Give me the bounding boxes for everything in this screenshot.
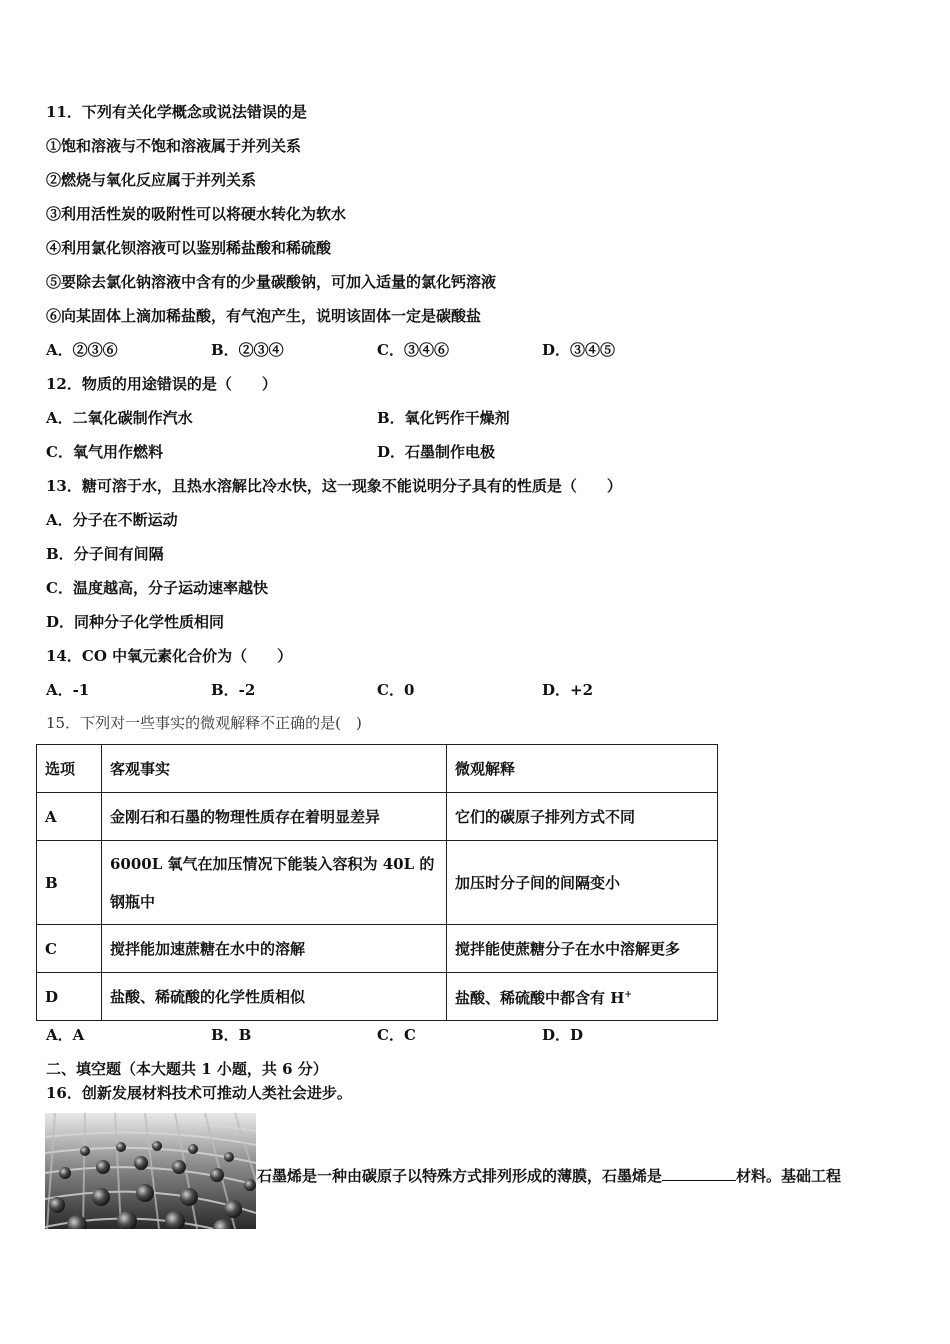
graphene-lattice-image bbox=[45, 1113, 256, 1229]
q12-option-b[interactable]: B．氧化钙作干燥剂 bbox=[377, 409, 510, 427]
row-fact: 金刚石和石墨的物理性质存在着明显差异 bbox=[102, 793, 447, 841]
q11-statement-2: ②燃烧与氧化反应属于并列关系 bbox=[46, 171, 257, 189]
hydrogen-ion-charge: + bbox=[624, 990, 632, 1000]
q11-stem: 11．下列有关化学概念或说法错误的是 bbox=[46, 103, 307, 121]
q12-stem: 12．物质的用途错误的是（ ） bbox=[46, 375, 277, 393]
q11-statement-1: ①饱和溶液与不饱和溶液属于并列关系 bbox=[46, 137, 302, 155]
q14-option-c[interactable]: C．0 bbox=[377, 681, 415, 699]
q16-graphene-text bbox=[257, 1166, 841, 1186]
q11-option-a[interactable]: A．②③⑥ bbox=[46, 341, 118, 359]
q15-option-b[interactable]: B．B bbox=[211, 1026, 252, 1044]
q11-option-d[interactable]: D．③④⑤ bbox=[542, 341, 616, 359]
q14-option-b[interactable]: B．-2 bbox=[211, 681, 256, 699]
row-option: C bbox=[37, 925, 102, 973]
row-fact: 6000L 氧气在加压情况下能装入容积为 40L 的钢瓶中 bbox=[102, 841, 447, 925]
header-explain: 微观解释 bbox=[447, 745, 718, 793]
q16-text-after: 材料。基础工程 bbox=[736, 1167, 842, 1185]
q14-option-a[interactable]: A．-1 bbox=[46, 681, 90, 699]
table-row bbox=[37, 973, 718, 1021]
row-explain bbox=[447, 973, 718, 1021]
q15-option-d[interactable]: D．D bbox=[542, 1026, 584, 1044]
row-fact: 搅拌能加速蔗糖在水中的溶解 bbox=[102, 925, 447, 973]
q11-option-b[interactable]: B．②③④ bbox=[211, 341, 284, 359]
q12-option-a[interactable]: A．二氧化碳制作汽水 bbox=[46, 409, 193, 427]
section-title-fill-blank: 二、填空题（本大题共 1 小题，共 6 分） bbox=[46, 1060, 328, 1078]
row-option: A bbox=[37, 793, 102, 841]
q16-text-before: 石墨烯是一种由碳原子以特殊方式排列形成的薄膜，石墨烯是 bbox=[257, 1167, 663, 1185]
q13-option-c[interactable]: C．温度越高，分子运动速率越快 bbox=[46, 579, 268, 597]
q16-stem: 16．创新发展材料技术可推动人类社会进步。 bbox=[46, 1084, 352, 1102]
row-explain-text: 盐酸、稀硫酸中都含有 H bbox=[455, 989, 625, 1007]
q14-stem: 14．CO 中氧元素化合价为（ ） bbox=[46, 647, 293, 665]
row-explain: 搅拌能使蔗糖分子在水中溶解更多 bbox=[447, 925, 718, 973]
table-row bbox=[37, 793, 718, 841]
q13-option-d[interactable]: D．同种分子化学性质相同 bbox=[46, 613, 225, 631]
q13-option-b[interactable]: B．分子间有间隔 bbox=[46, 545, 164, 563]
q15-stem: 15．下列对一些事实的微观解释不正确的是( ) bbox=[46, 714, 362, 732]
q15-option-c[interactable]: C．C bbox=[377, 1026, 416, 1044]
row-explain: 加压时分子间的间隔变小 bbox=[447, 841, 718, 925]
table-row bbox=[37, 925, 718, 973]
q15-table bbox=[36, 744, 718, 1021]
table-row bbox=[37, 841, 718, 925]
q12-option-d[interactable]: D．石墨制作电极 bbox=[377, 443, 496, 461]
table-header-row bbox=[37, 745, 718, 793]
q16-answer-blank[interactable] bbox=[662, 1166, 736, 1181]
q15-option-a[interactable]: A．A bbox=[46, 1026, 85, 1044]
row-fact: 盐酸、稀硫酸的化学性质相似 bbox=[102, 973, 447, 1021]
row-option: B bbox=[37, 841, 102, 925]
q13-stem: 13．糖可溶于水，且热水溶解比冷水快，这一现象不能说明分子具有的性质是（ ） bbox=[46, 477, 622, 495]
q14-option-d[interactable]: D．+2 bbox=[542, 681, 594, 699]
q11-statement-6: ⑥向某固体上滴加稀盐酸，有气泡产生，说明该固体一定是碳酸盐 bbox=[46, 307, 482, 325]
row-option: D bbox=[37, 973, 102, 1021]
row-explain: 它们的碳原子排列方式不同 bbox=[447, 793, 718, 841]
header-fact: 客观事实 bbox=[102, 745, 447, 793]
q12-option-c[interactable]: C．氧气用作燃料 bbox=[46, 443, 163, 461]
q11-option-c[interactable]: C．③④⑥ bbox=[377, 341, 449, 359]
q11-statement-3: ③利用活性炭的吸附性可以将硬水转化为软水 bbox=[46, 205, 347, 223]
header-option: 选项 bbox=[37, 745, 102, 793]
q11-statement-4: ④利用氯化钡溶液可以鉴别稀盐酸和稀硫酸 bbox=[46, 239, 332, 257]
q13-option-a[interactable]: A．分子在不断运动 bbox=[46, 511, 178, 529]
q11-statement-5: ⑤要除去氯化钠溶液中含有的少量碳酸钠，可加入适量的氯化钙溶液 bbox=[46, 273, 497, 291]
